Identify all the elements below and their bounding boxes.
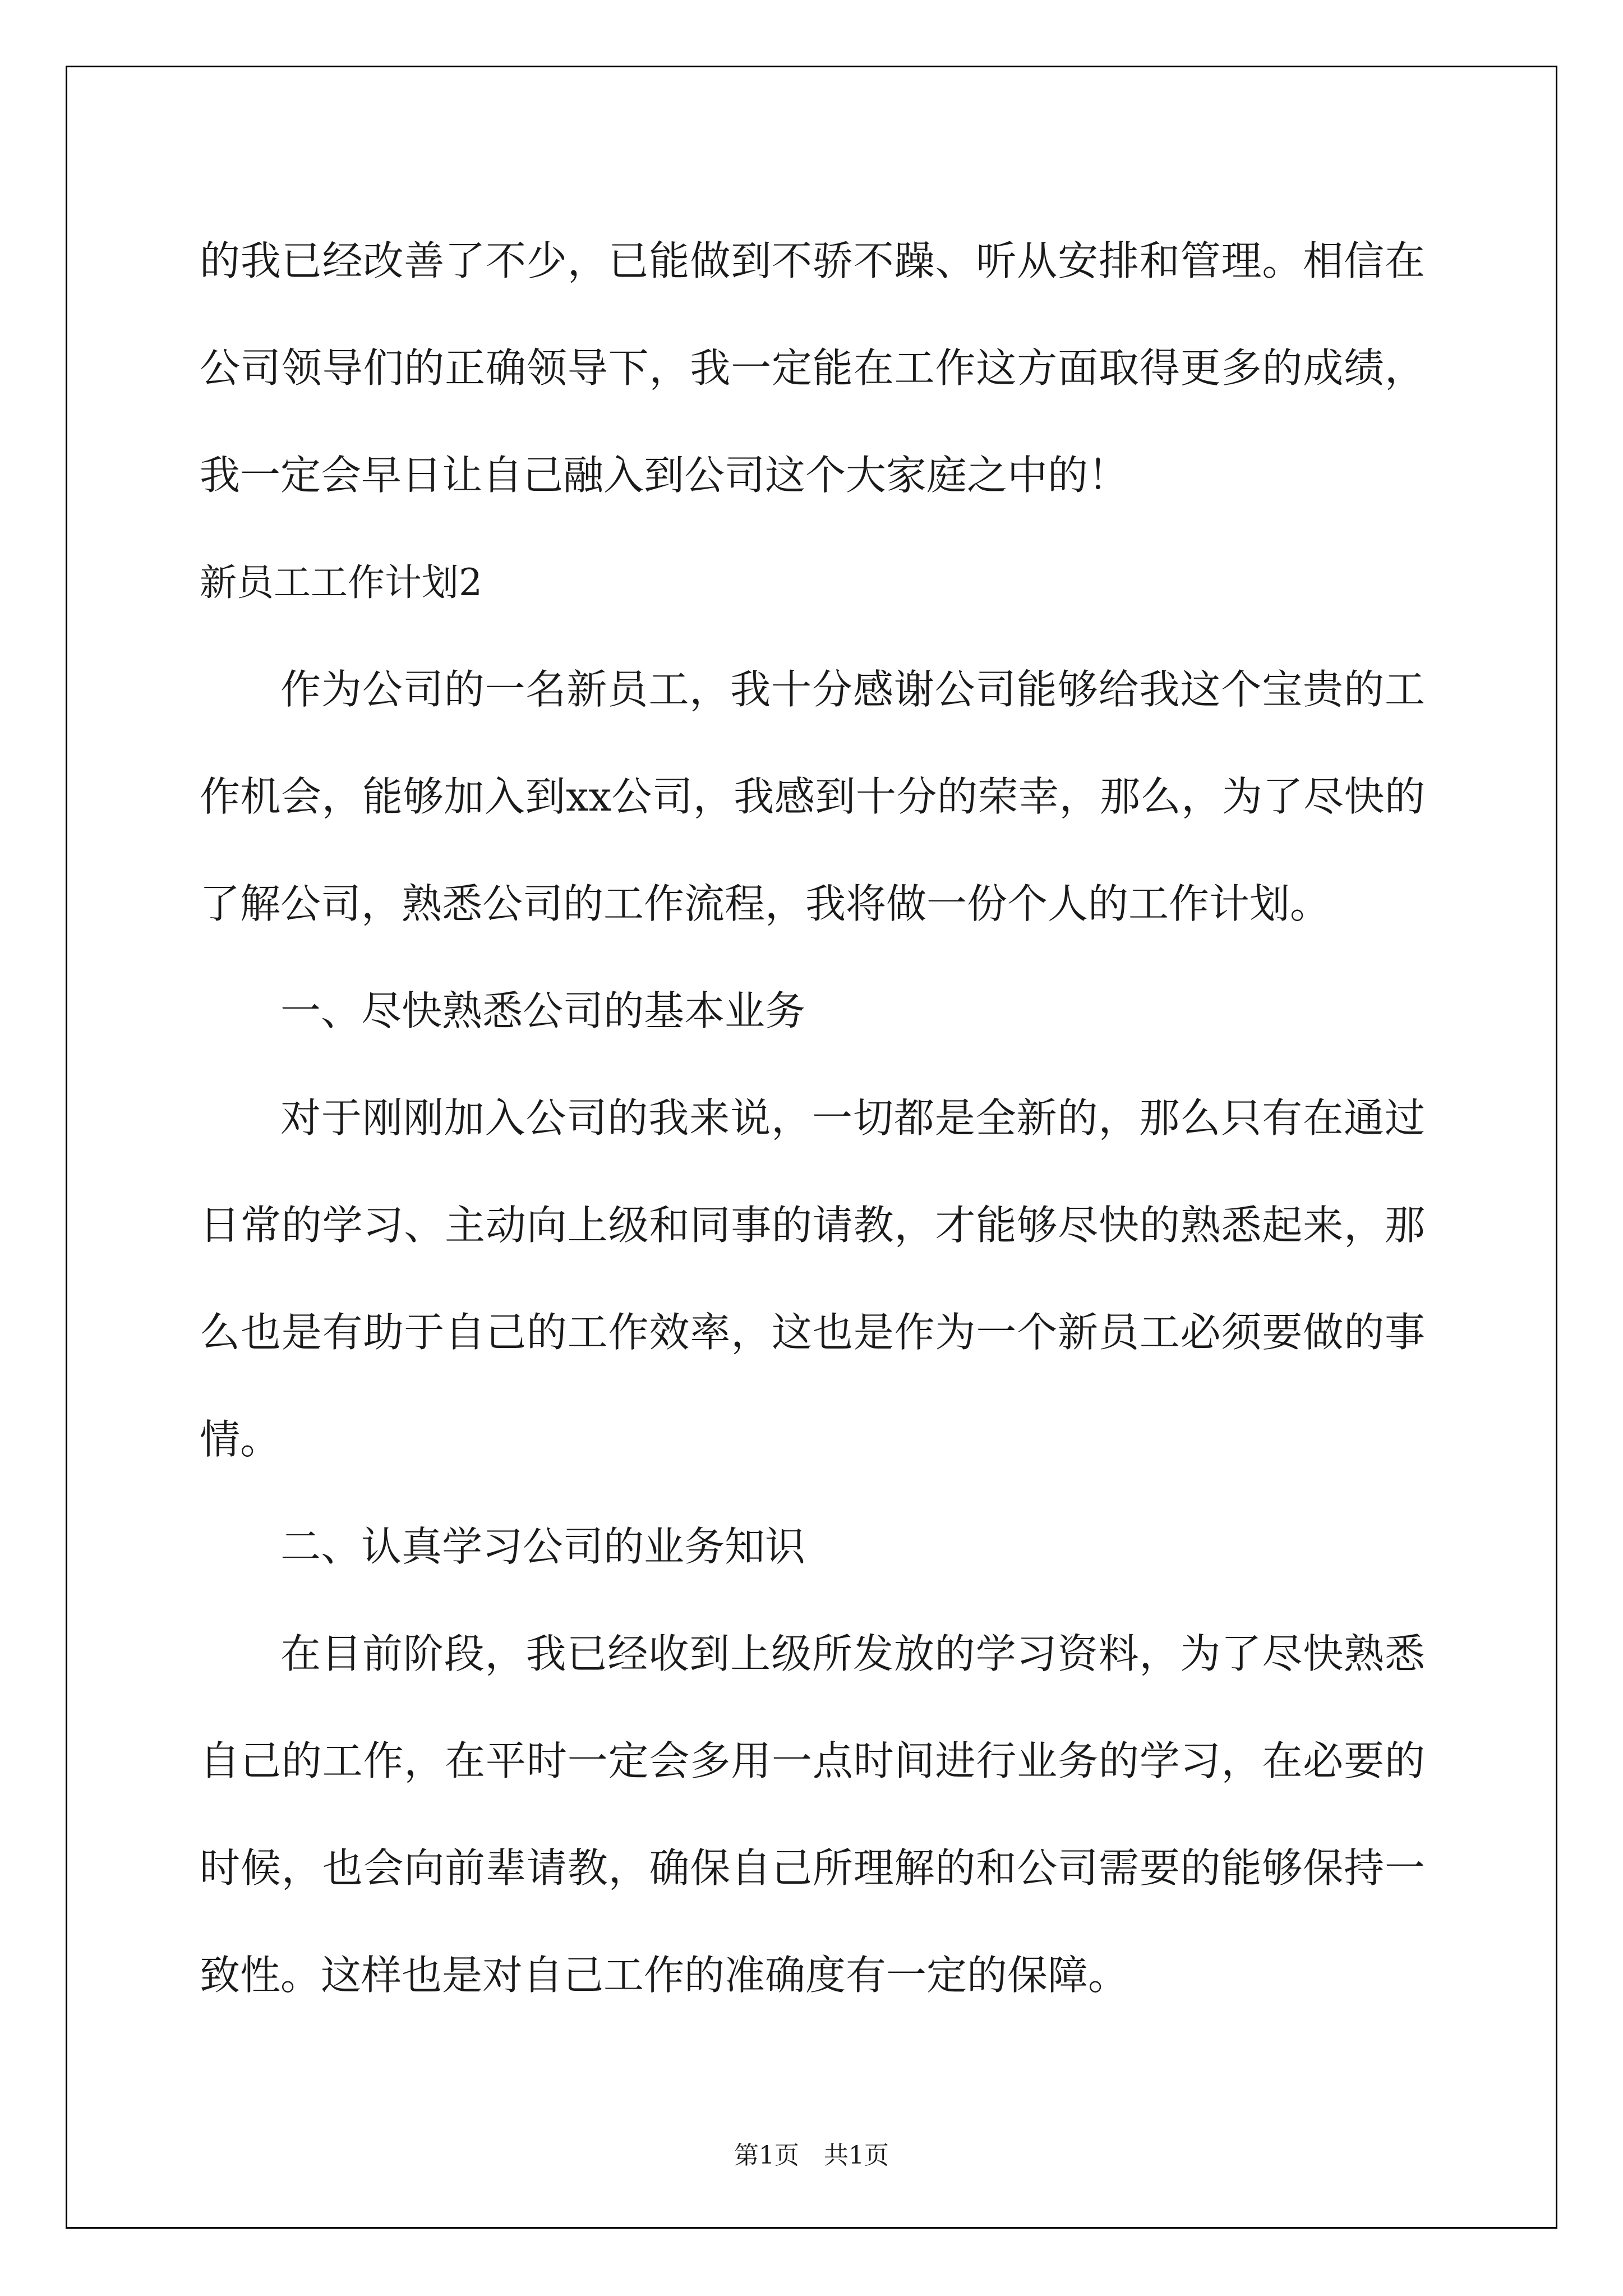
page-footer: 第1页 共1页 bbox=[734, 2141, 889, 2170]
paragraph-line: 在目前阶段，我已经收到上级所发放的学习资料，为了尽快熟悉 bbox=[280, 1630, 1425, 1677]
paragraph-line: 时候，也会向前辈请教，确保自己所理解的和公司需要的能够保持一 bbox=[200, 1844, 1425, 1892]
paragraph-line: 致性。这样也是对自己工作的准确度有一定的保障。 bbox=[200, 1952, 1129, 1999]
paragraph-line: 情。 bbox=[200, 1416, 281, 1463]
paragraph-line: 作机会，能够加入到xx公司，我感到十分的荣幸，那么，为了尽快的 bbox=[200, 773, 1425, 820]
subheading-line: 二、认真学习公司的业务知识 bbox=[280, 1523, 806, 1570]
paragraph-line: 我一定会早日让自己融入到公司这个大家庭之中的！ bbox=[200, 452, 1129, 499]
paragraph-line: 公司领导们的正确领导下，我一定能在工作这方面取得更多的成绩， bbox=[200, 344, 1425, 392]
paragraph-line: 对于刚刚加入公司的我来说，一切都是全新的，那么只有在通过 bbox=[280, 1094, 1425, 1142]
paragraph-line: 作为公司的一名新员工，我十分感谢公司能够给我这个宝贵的工 bbox=[280, 666, 1425, 713]
document-body bbox=[200, 208, 1425, 2029]
paragraph-line: 自己的工作，在平时一定会多用一点时间进行业务的学习，在必要的 bbox=[200, 1737, 1425, 1784]
paragraph-line: 的我已经改善了不少，已能做到不骄不躁、听从安排和管理。相信在 bbox=[200, 237, 1425, 284]
section-heading: 新员工工作计划2 bbox=[200, 561, 482, 604]
subheading-line: 一、尽快熟悉公司的基本业务 bbox=[280, 987, 806, 1034]
paragraph-line: 了解公司，熟悉公司的工作流程，我将做一份个人的工作计划。 bbox=[200, 880, 1331, 927]
paragraph-line: 日常的学习、主动向上级和同事的请教，才能够尽快的熟悉起来，那 bbox=[200, 1202, 1425, 1249]
paragraph-line: 么也是有助于自己的工作效率，这也是作为一个新员工必须要做的事 bbox=[200, 1309, 1425, 1356]
